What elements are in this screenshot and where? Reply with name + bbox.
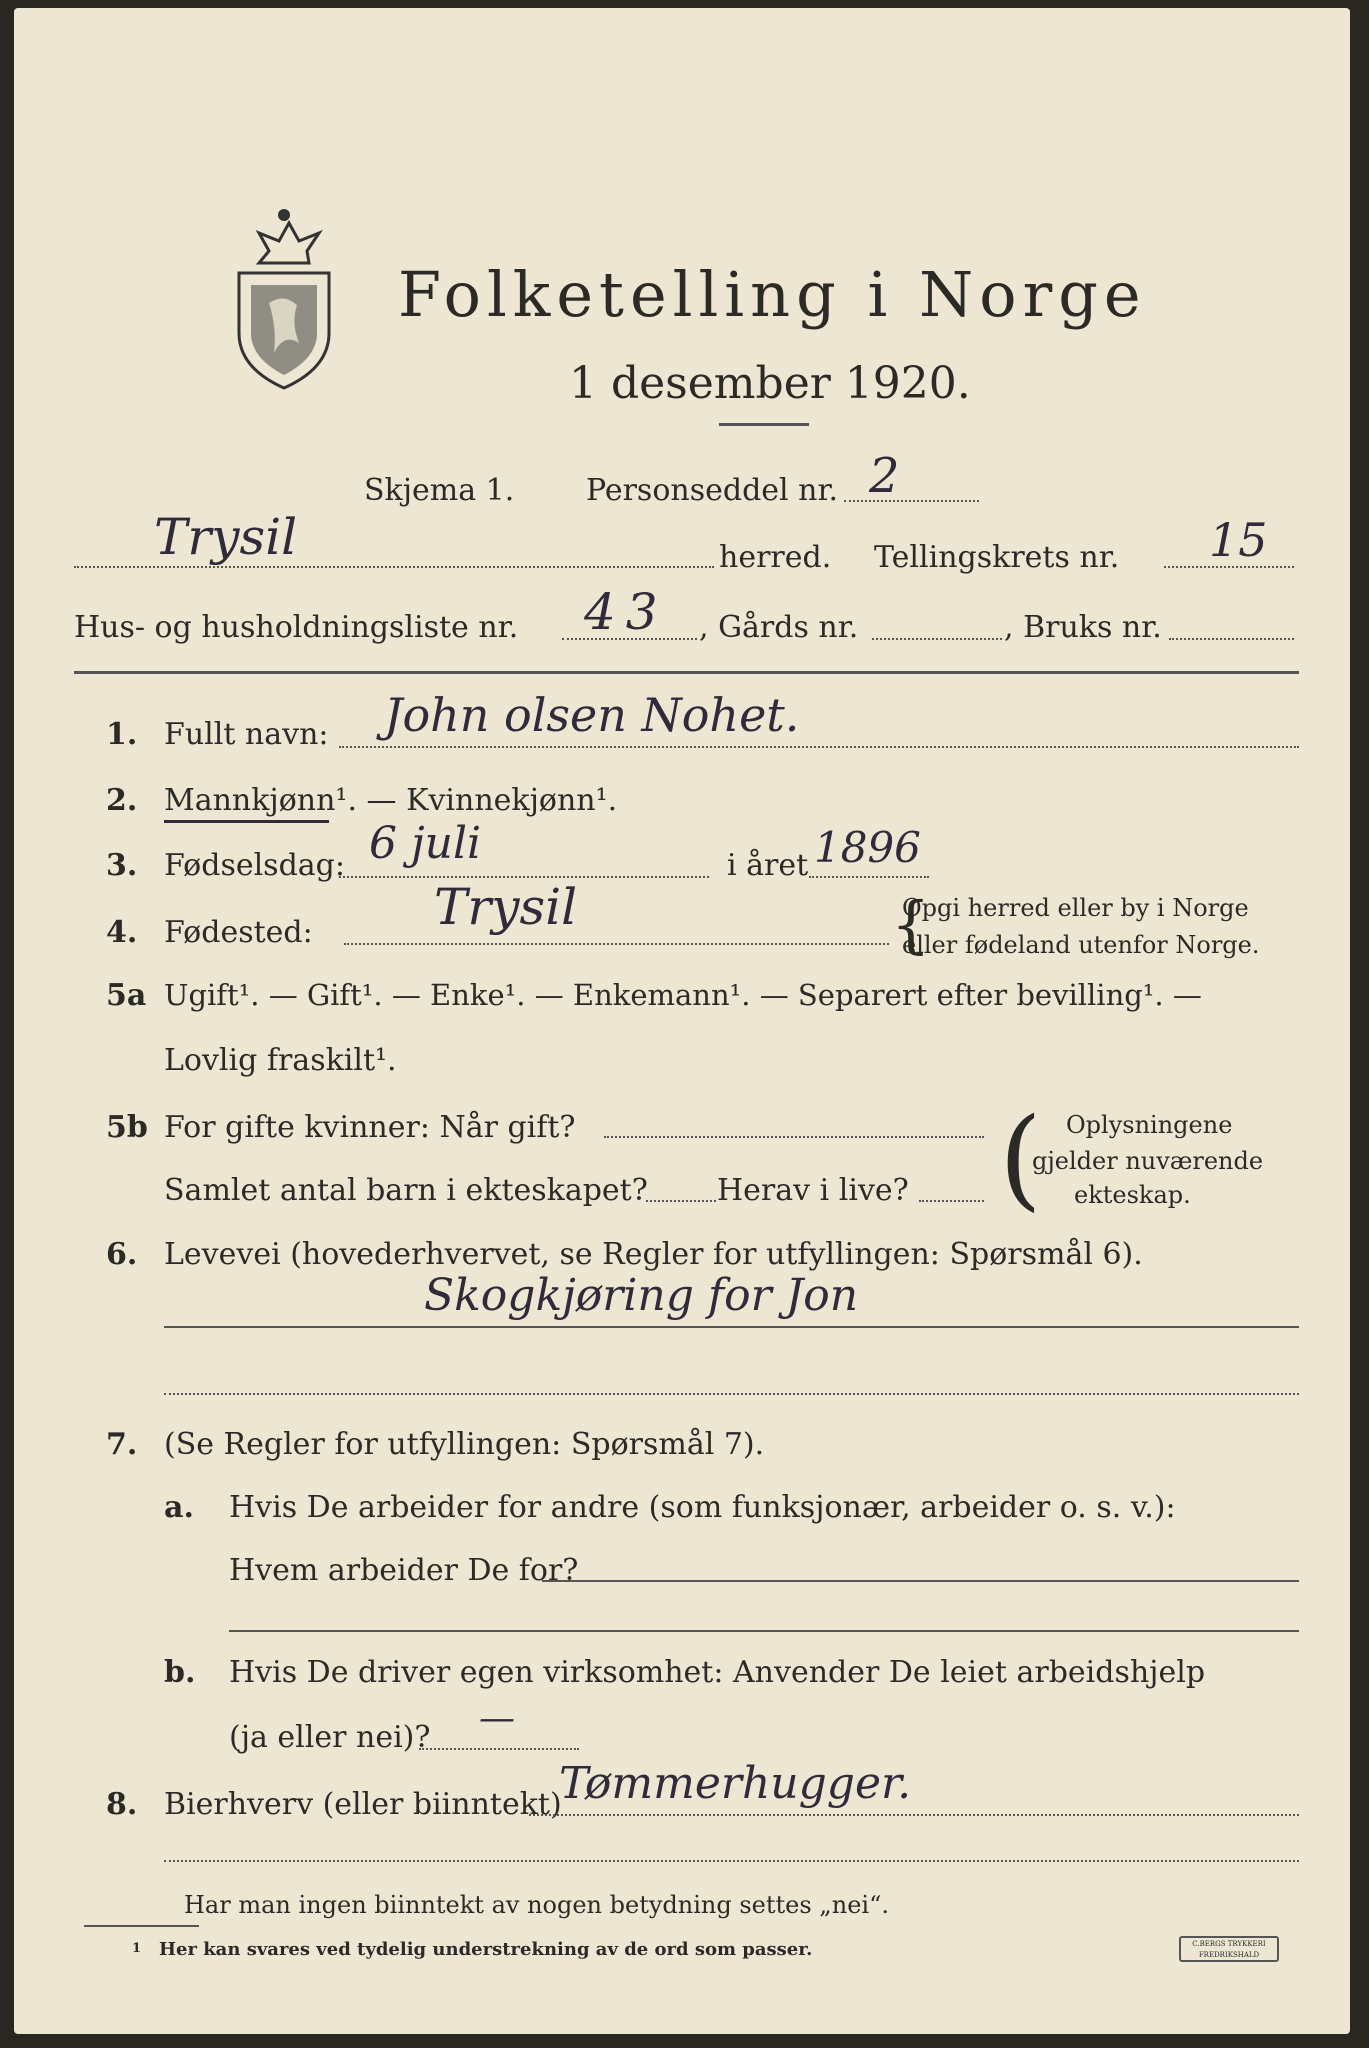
q7a-line	[542, 1580, 1299, 1582]
q4-line	[344, 943, 889, 945]
q7b-line2: (ja eller nei)?	[229, 1720, 431, 1755]
q1-line	[339, 746, 1299, 748]
q5b-married-line	[604, 1136, 984, 1138]
herred-label: herred.	[719, 540, 832, 575]
herred-line	[74, 566, 714, 568]
q2-number: 2.	[106, 783, 138, 818]
q5b-number: 5b	[106, 1110, 148, 1145]
herred-value[interactable]: Trysil	[154, 508, 298, 566]
q8-number: 8.	[106, 1787, 138, 1822]
full-name-value[interactable]: John olsen Nohet.	[384, 688, 800, 742]
q4-note-line2: eller fødeland utenfor Norge.	[902, 931, 1260, 959]
q7a-line1: Hvis De arbeider for andre (som funksjonær, arbeider o. s. v.):	[229, 1490, 1176, 1525]
husliste-value[interactable]: 43	[584, 583, 668, 641]
footnote-text: Her kan svares ved tydelig understrekning av de ord som passer.	[159, 1939, 813, 1960]
birth-year-value[interactable]: 1896	[814, 823, 921, 872]
q4-note-line1: Opgi herred eller by i Norge	[902, 894, 1249, 922]
birthday-value[interactable]: 6 juli	[369, 818, 482, 869]
q7a-line-extra	[229, 1630, 1299, 1632]
husliste-label: Hus- og husholdningsliste nr.	[74, 610, 519, 645]
personseddel-value[interactable]: 2	[869, 448, 900, 504]
q8-label: Bierhverv (eller biinntekt)	[164, 1787, 562, 1822]
q5a-line2: Lovlig fraskilt¹.	[164, 1043, 397, 1078]
q4-label: Fødested:	[164, 915, 313, 950]
q1-label: Fullt navn:	[164, 717, 329, 752]
q6-number: 6.	[106, 1237, 138, 1272]
q5a-line1: Ugift¹. — Gift¹. — Enke¹. — Enkemann¹. — Separert efter bevilling¹. —	[164, 978, 1202, 1012]
side-occupation-value[interactable]: Tømmerhugger.	[559, 1758, 912, 1809]
bruks-label: , Bruks nr.	[1004, 610, 1162, 645]
q6-label: Levevei (hovederhvervet, se Regler for utfyllingen: Spørsmål 6).	[164, 1237, 1143, 1272]
q7b-line	[419, 1748, 579, 1750]
q5b-children-line	[646, 1200, 716, 1202]
q5b-note-brace: (	[999, 1094, 1042, 1222]
coat-of-arms-icon	[229, 193, 339, 393]
q5b-note-line2: gjelder nuværende	[1032, 1147, 1264, 1175]
gards-label: , Gårds nr.	[699, 610, 859, 645]
q5b-line1: For gifte kvinner: Når gift?	[164, 1110, 576, 1145]
q5a-number: 5a	[106, 978, 147, 1013]
q5b-line2a: Samlet antal barn i ekteskapet?	[164, 1173, 648, 1208]
q3-year-line	[809, 876, 929, 878]
printer-stamp: C.BERGS TRYKKERI FREDRIKSHALD	[1179, 1936, 1279, 1962]
q7-label: (Se Regler for utfyllingen: Spørsmål 7).	[164, 1427, 765, 1462]
q7a-line2: Hvem arbeider De for?	[229, 1553, 579, 1588]
occupation-value[interactable]: Skogkjøring for Jon	[424, 1270, 859, 1321]
footnote-rule	[84, 1925, 199, 1927]
q3-year-label: i året	[727, 848, 809, 883]
q1-number: 1.	[106, 717, 138, 752]
form-title: Folketelling i Norge	[398, 258, 1147, 331]
q3-label: Fødselsdag:	[164, 848, 345, 883]
q7b-value[interactable]: —	[479, 1698, 515, 1739]
skjema-label: Skjema 1.	[364, 473, 515, 508]
q6-line2	[164, 1393, 1299, 1395]
gards-line	[872, 638, 1002, 640]
q4-note-brace: {	[891, 888, 931, 961]
q8-line-extra	[164, 1860, 1299, 1862]
q5b-note-line3: ekteskap.	[1074, 1181, 1191, 1209]
census-form-sheet	[14, 8, 1350, 2034]
footer-note: Har man ingen biinntekt av nogen betydning settes „nei“.	[184, 1891, 889, 1919]
personseddel-line	[844, 500, 979, 502]
q7b-line1: Hvis De driver egen virksomhet: Anvender De leiet arbeidshjelp	[229, 1655, 1206, 1690]
q2-label: Mannkjønn¹. — Kvinnekjønn¹.	[164, 783, 618, 818]
q6-line1	[164, 1326, 1299, 1328]
q5b-note-line1: Oplysningene	[1066, 1111, 1233, 1139]
tellingskrets-value[interactable]: 15	[1209, 513, 1268, 567]
q5b-alive-line	[919, 1200, 984, 1202]
q7a-letter: a.	[164, 1490, 194, 1525]
census-date: 1 desember 1920.	[569, 358, 971, 409]
q8-line	[529, 1814, 1299, 1816]
header-separator	[74, 671, 1299, 674]
q4-number: 4.	[106, 915, 138, 950]
birthplace-value[interactable]: Trysil	[434, 878, 578, 936]
gender-underline	[164, 820, 329, 823]
tellingskrets-label: Tellingskrets nr.	[874, 540, 1120, 575]
q7b-letter: b.	[164, 1655, 196, 1690]
q3-number: 3.	[106, 848, 138, 883]
bruks-line	[1169, 638, 1294, 640]
footnote-mark: 1	[132, 1941, 142, 1956]
q5b-line2b: Herav i live?	[717, 1173, 909, 1208]
q7-number: 7.	[106, 1427, 138, 1462]
personseddel-label: Personseddel nr.	[586, 473, 839, 508]
title-divider	[719, 423, 809, 426]
